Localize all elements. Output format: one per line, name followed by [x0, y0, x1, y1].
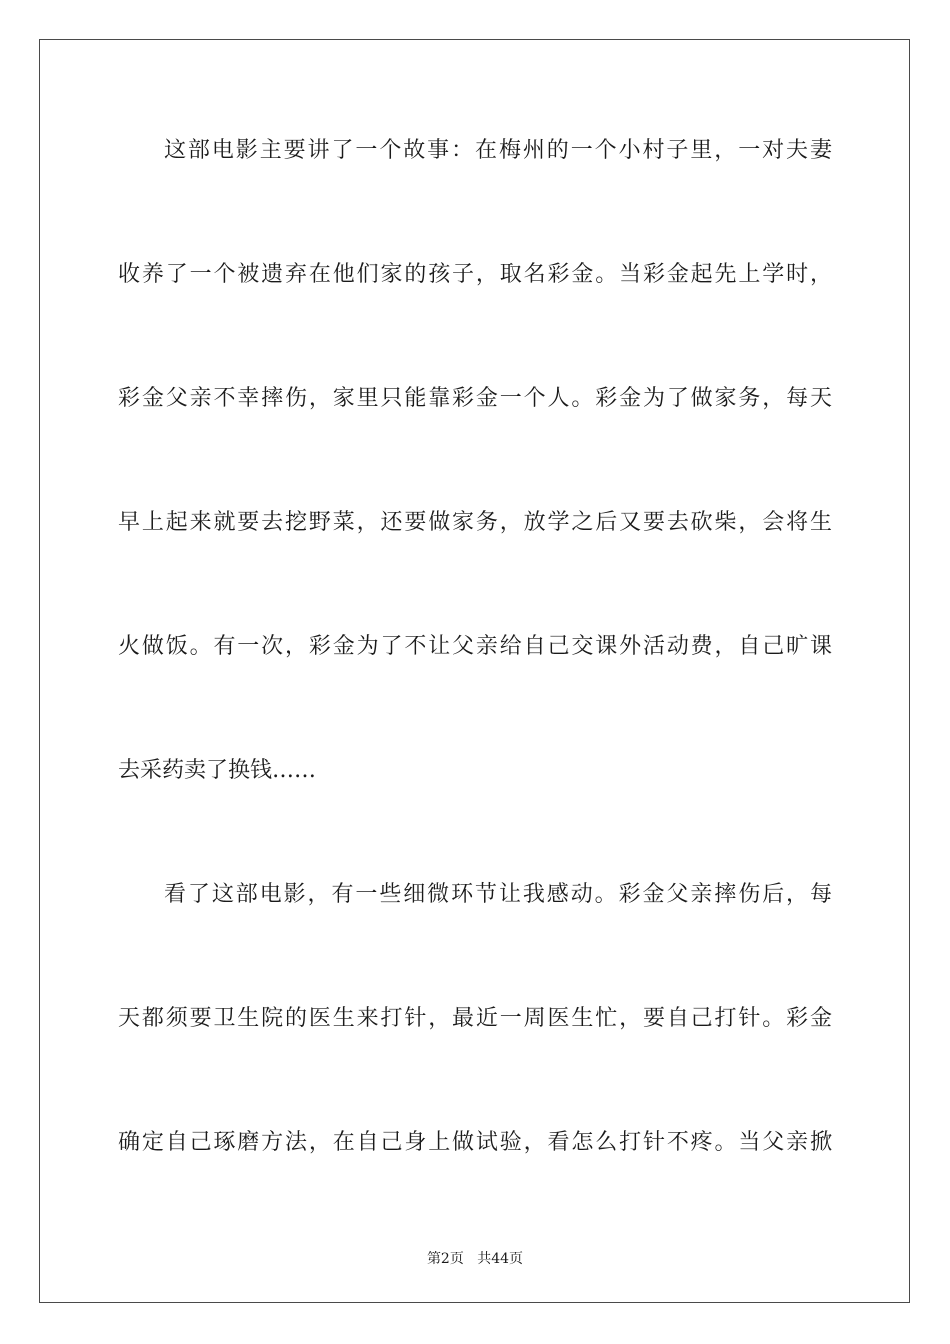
- text-line: 看了这部电影，有一些细微环节让我感动。彩金父亲摔伤后，每: [164, 882, 832, 907]
- page-frame: [39, 39, 910, 1303]
- text-line: 收养了一个被遗弃在他们家的孩子，取名彩金。当彩金起先上学时，: [118, 262, 832, 287]
- text-line: 这部电影主要讲了一个故事：在梅州的一个小村子里，一对夫妻: [164, 138, 832, 163]
- text-line: 火做饭。有一次，彩金为了不让父亲给自己交课外活动费，自己旷课: [118, 634, 832, 659]
- page-footer: [0, 1248, 950, 1268]
- page-number: 第2页: [426, 1251, 464, 1267]
- text-line: 彩金父亲不幸摔伤，家里只能靠彩金一个人。彩金为了做家务，每天: [118, 386, 832, 411]
- page-total: 共44页: [477, 1251, 524, 1267]
- text-line: 去采药卖了换钱……: [118, 758, 317, 783]
- text-line: 早上起来就要去挖野菜，还要做家务，放学之后又要去砍柴，会将生: [118, 510, 832, 535]
- text-line: 天都须要卫生院的医生来打针，最近一周医生忙，要自己打针。彩金: [118, 1006, 832, 1031]
- text-line: 确定自己琢磨方法，在自己身上做试验，看怎么打针不疼。当父亲掀: [118, 1130, 832, 1155]
